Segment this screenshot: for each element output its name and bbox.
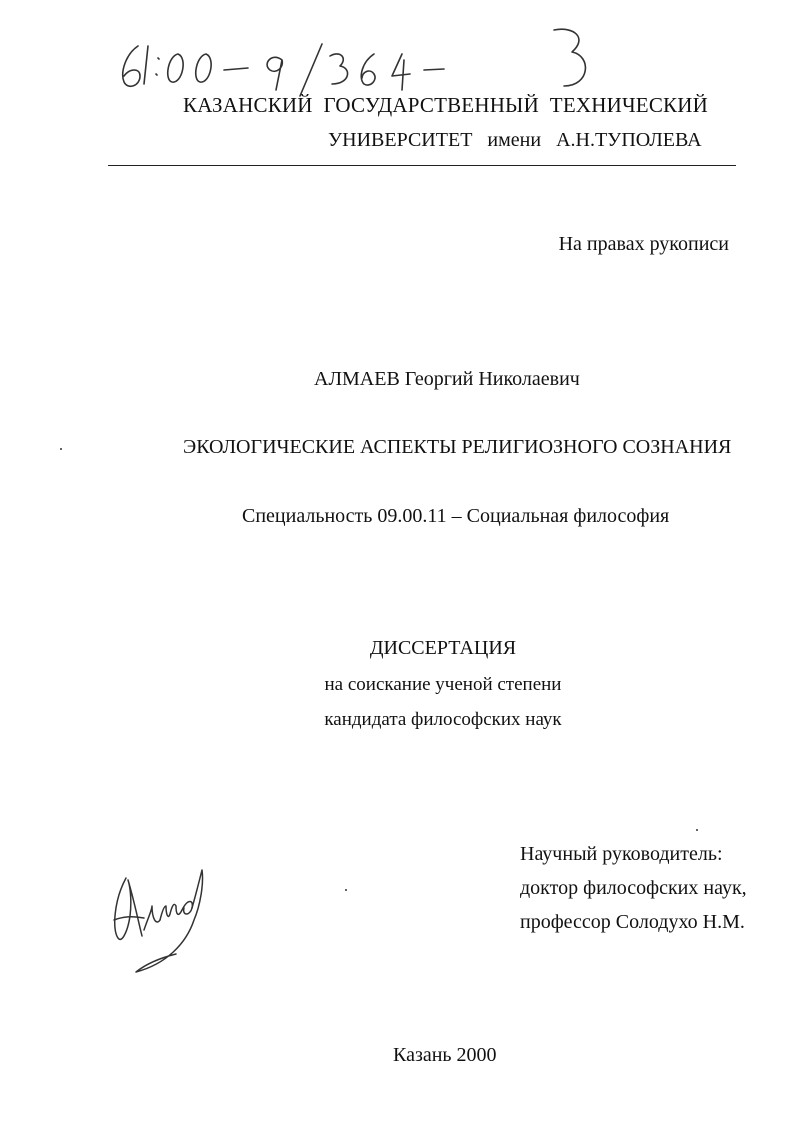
city-year: Казань 2000 (393, 1044, 497, 1066)
degree-line-1: на соискание ученой степени (324, 674, 562, 695)
university-word-4: УНИВЕРСИТЕТ (328, 129, 473, 151)
university-word-1: КАЗАНСКИЙ (183, 93, 313, 117)
header-divider (108, 165, 736, 166)
work-type: ДИССЕРТАЦИЯ (369, 637, 517, 659)
supervisor-label: Научный руководитель: (520, 843, 723, 865)
dissertation-title: ЭКОЛОГИЧЕСКИЕ АСПЕКТЫ РЕЛИГИОЗНОГО СОЗНАНИЯ (183, 436, 732, 458)
university-word-5: имени (487, 129, 542, 151)
author-name: АЛМАЕВ Георгий Николаевич (314, 368, 580, 390)
university-word-2: ГОСУДАРСТВЕННЫЙ (323, 93, 539, 117)
supervisor-name: профессор Солодухо Н.М. (520, 911, 745, 933)
university-name-line1 (183, 93, 708, 118)
scan-speck (696, 829, 698, 831)
manuscript-note: На правах рукописи (558, 233, 729, 255)
university-name-line2 (328, 129, 712, 152)
specialty-line: Специальность 09.00.11 – Социальная философия (242, 505, 670, 527)
scan-speck (60, 448, 62, 450)
supervisor-degree: доктор философских наук, (520, 877, 747, 899)
handwritten-signature (108, 860, 213, 980)
scan-speck (345, 889, 347, 891)
university-word-6: А.Н.ТУПОЛЕВА (556, 129, 702, 151)
degree-line-2: кандидата философских наук (324, 709, 562, 730)
university-word-3: ТЕХНИЧЕСКИЙ (549, 93, 708, 117)
handwritten-archive-code (112, 24, 602, 102)
